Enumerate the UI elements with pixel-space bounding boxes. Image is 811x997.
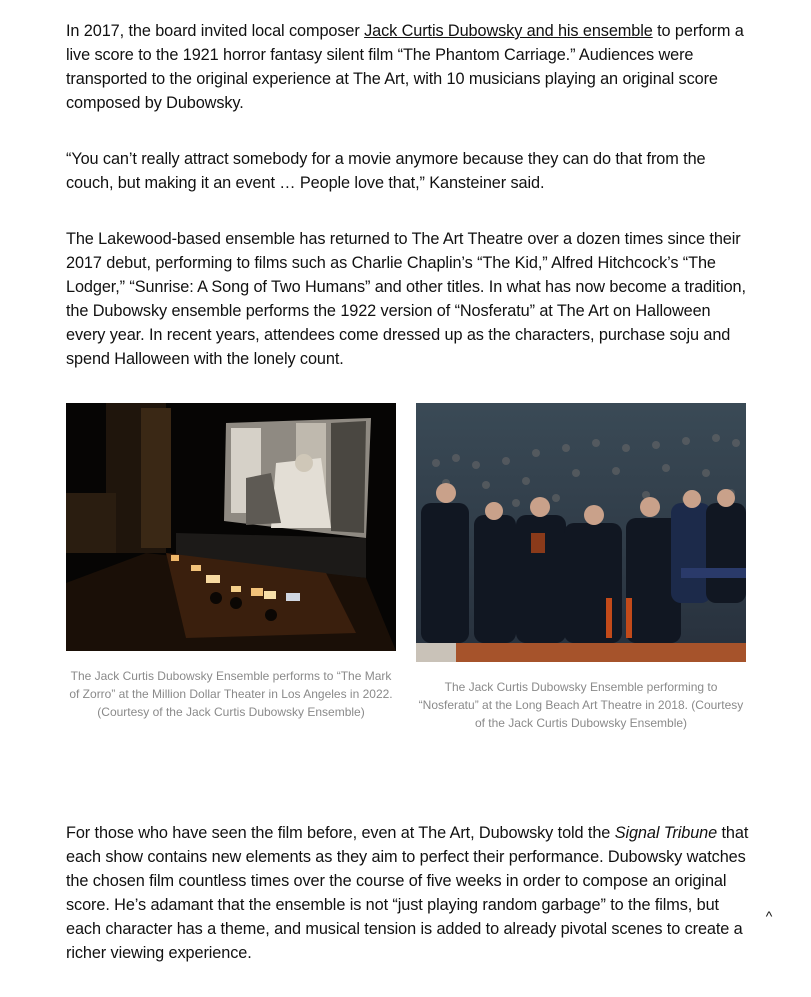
publication-name: Signal Tribune: [614, 824, 718, 842]
paragraph-signal-tribune: [66, 821, 750, 965]
figure-zorro: [66, 403, 396, 721]
composer-link[interactable]: Jack Curtis Dubowsky and his ensemble: [364, 22, 653, 40]
paragraph-intro: [66, 19, 750, 115]
paragraph-text: to perform a live score to the 1921 horror fantasy silent film “The Phantom Carriage.” Audiences were transported to the original experience at The Art, with 10 musicians playing an original score composed by Dubowsky.: [66, 22, 744, 112]
figure-caption: The Jack Curtis Dubowsky Ensemble performing to “Nosferatu” at the Long Beach Art Theatre in 2018. (Courtesy of the Jack Curtis Dubowsky Ensemble): [418, 680, 744, 730]
chevron-up-icon: ^: [765, 908, 773, 924]
ensemble-group-image: [416, 403, 746, 662]
paragraph-text: For those who have seen the film before, even at The Art, Dubowsky told the: [66, 824, 615, 842]
article-body: [66, 19, 750, 997]
figure-caption: The Jack Curtis Dubowsky Ensemble performs to “The Mark of Zorro” at the Million Dollar Theater in Los Angeles in 2022. (Courtesy of the Jack Curtis Dubowsky Ensemble): [69, 669, 393, 719]
paragraph-text: that each show contains new elements as they aim to perfect their performance. Dubowsky watches the chosen film countless times over the course of five weeks in order to compose an original score. He’s adamant that the ensemble is not “just playing random garbage” to the films, but each character has a theme, and musical tension is added to already pivotal scenes to create a richer viewing experience.: [66, 824, 749, 962]
photo-gallery: [66, 403, 750, 763]
figure-nosferatu: [416, 403, 746, 732]
photo-million-dollar-theater[interactable]: [66, 403, 396, 651]
theater-scene-image: [66, 403, 396, 651]
paragraph-quote: “You can’t really attract somebody for a movie anymore because they can do that from the couch, but making it an event … People love that,” Kansteiner said.: [66, 150, 706, 192]
paragraph-text: In 2017, the board invited local composer: [66, 22, 365, 40]
photo-long-beach-art-theatre[interactable]: [416, 403, 746, 662]
paragraph-ensemble: The Lakewood-based ensemble has returned to The Art Theatre over a dozen times since their 2017 debut, performing to films such as Charlie Chaplin’s “The Kid,” Alfred Hitchcock’s “The Lodger,” “Sunrise: A Song of Two Humans” and other titles. In what has now become a tradition, the Dubowsky ensemble performs the 1922 version of “Nosferatu” at The Art on Halloween every year. In recent years, attendees come dressed up as the characters, purchase soju and spend Halloween with the lonely count.: [66, 230, 746, 368]
scroll-to-top-button[interactable]: [762, 909, 776, 923]
